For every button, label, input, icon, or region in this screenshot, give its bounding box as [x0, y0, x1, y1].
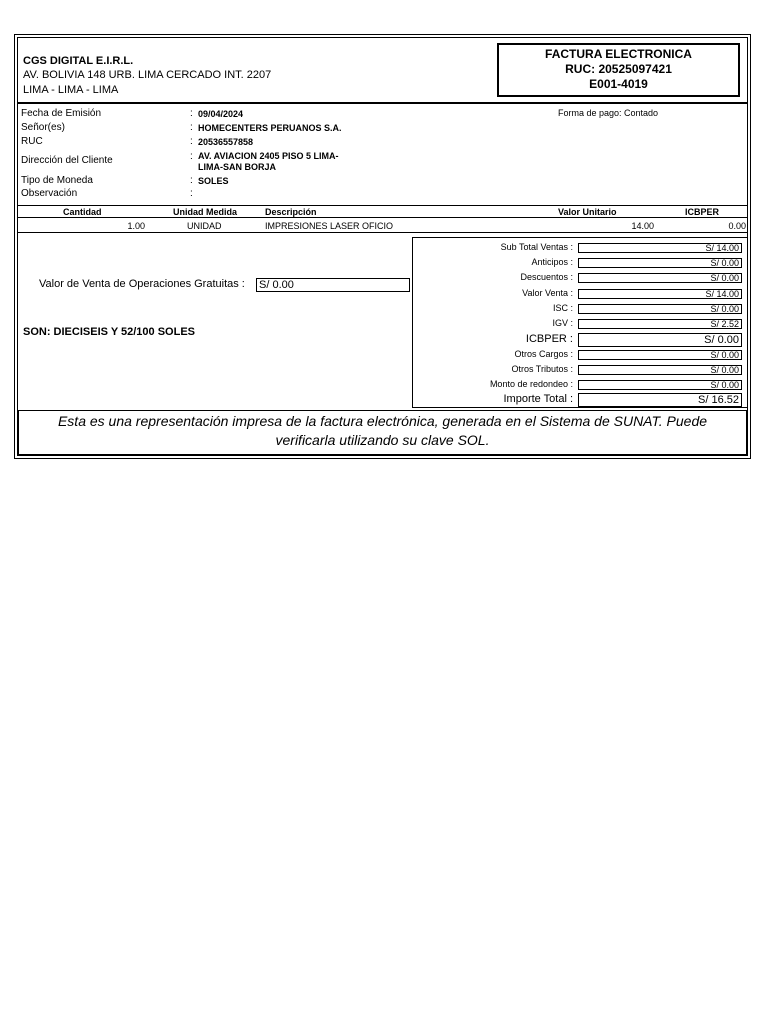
senor-label: Señor(es) [21, 122, 65, 133]
otros-cargos-label: Otros Cargos : [514, 349, 573, 359]
header-icbper: ICBPER [685, 207, 720, 217]
cell-descripcion: IMPRESIONES LASER OFICIO [265, 221, 394, 231]
cell-valor-unitario: 14.00 [631, 221, 654, 231]
valor-venta-label: Valor Venta : [522, 288, 573, 298]
invoice-document [14, 34, 751, 459]
table-top-line [17, 205, 748, 206]
senor-value: HOMECENTERS PERUANOS S.A. [198, 123, 342, 133]
header-divider [17, 102, 748, 104]
company-city: LIMA - LIMA - LIMA [23, 84, 119, 96]
gratuitas-label: Valor de Venta de Operaciones Gratuitas : [39, 278, 245, 290]
icbper-value: S/ 0.00 [578, 333, 742, 347]
table-header-line [17, 217, 748, 218]
document-ruc: RUC: 20525097421 [565, 62, 672, 76]
moneda-value: SOLES [198, 176, 229, 186]
anticipos-label: Anticipos : [531, 257, 573, 267]
otros-cargos-value: S/ 0.00 [578, 350, 742, 360]
sunat-notice [18, 410, 747, 455]
cell-icbper: 0.00 [728, 221, 746, 231]
fecha-value: 09/04/2024 [198, 109, 244, 119]
gratuitas-value: S/ 0.00 [256, 278, 410, 292]
anticipos-value: S/ 0.00 [578, 258, 742, 268]
sunat-notice-line2: verificarla utilizando su clave SOL. [275, 432, 490, 448]
ruc-value: 20536557858 [198, 137, 254, 147]
header-descripcion: Descripción [265, 207, 317, 217]
observacion-label: Observación [21, 188, 78, 199]
subtotal-value: S/ 14.00 [578, 243, 742, 253]
descuentos-value: S/ 0.00 [578, 273, 742, 283]
otros-tributos-label: Otros Tributos : [511, 364, 573, 374]
subtotal-label: Sub Total Ventas : [500, 242, 573, 252]
company-name: CGS DIGITAL E.I.R.L. [23, 55, 134, 67]
fecha-colon: : [190, 108, 193, 119]
redondeo-value: S/ 0.00 [578, 380, 742, 390]
igv-value: S/ 2.52 [578, 319, 742, 329]
moneda-colon: : [190, 175, 193, 186]
direccion-value-line1: AV. AVIACION 2405 PISO 5 LIMA- [198, 151, 339, 161]
direccion-colon: : [190, 151, 193, 162]
ruc-label: RUC [21, 136, 43, 147]
direccion-value-line2: LIMA-SAN BORJA [198, 162, 276, 172]
valor-venta-value: S/ 14.00 [578, 289, 742, 299]
ruc-colon: : [190, 136, 193, 147]
header-valor-unitario: Valor Unitario [558, 207, 617, 217]
importe-total-value: S/ 16.52 [578, 393, 742, 407]
header-cantidad: Cantidad [63, 207, 102, 217]
igv-label: IGV : [552, 318, 573, 328]
observacion-colon: : [190, 188, 193, 199]
senor-colon: : [190, 122, 193, 133]
importe-total-label: Importe Total : [503, 393, 573, 405]
company-address: AV. BOLIVIA 148 URB. LIMA CERCADO INT. 2207 [23, 69, 272, 81]
amount-in-words: SON: DIECISEIS Y 52/100 SOLES [23, 326, 195, 338]
cell-cantidad: 1.00 [127, 221, 145, 231]
otros-tributos-value: S/ 0.00 [578, 365, 742, 375]
sunat-notice-line1: Esta es una representación impresa de la factura electrónica, generada en el Sistema de SUNAT. Puede [57, 413, 708, 429]
forma-pago: Forma de pago: Contado [558, 108, 659, 118]
descuentos-label: Descuentos : [520, 272, 573, 282]
direccion-label: Dirección del Cliente [21, 155, 113, 166]
isc-label: ISC : [552, 303, 573, 313]
document-number: E001-4019 [589, 77, 648, 91]
document-id-box [497, 43, 740, 97]
redondeo-label: Monto de redondeo : [489, 379, 573, 389]
icbper-label: ICBPER : [525, 333, 573, 345]
header-unidad: Unidad Medida [173, 207, 238, 217]
isc-value: S/ 0.00 [578, 304, 742, 314]
table-bottom-line [17, 232, 748, 233]
moneda-label: Tipo de Moneda [21, 175, 93, 186]
cell-unidad: UNIDAD [187, 221, 222, 231]
document-type: FACTURA ELECTRONICA [545, 47, 692, 61]
fecha-label: Fecha de Emisión [21, 108, 102, 119]
